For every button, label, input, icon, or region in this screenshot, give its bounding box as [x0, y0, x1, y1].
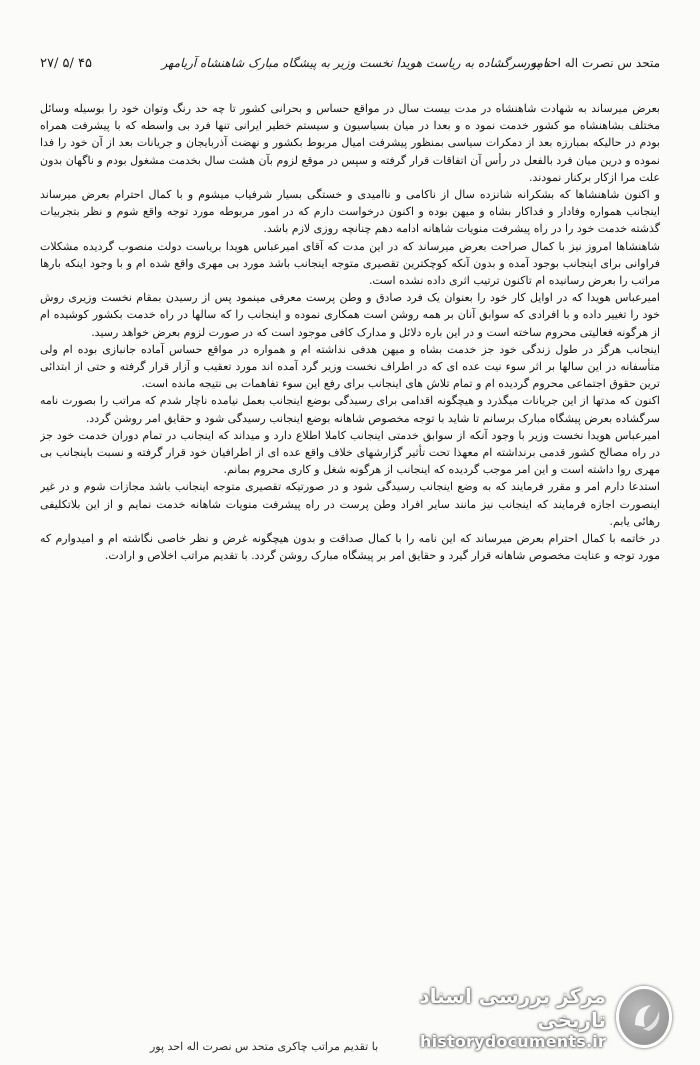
signature-line: با تقدیم مراتب چاکری متحد س نصرت اله احد پور — [150, 1040, 379, 1053]
body-paragraph: شاهنشاها امروز نیز با کمال صراحت بعرض میرساند که در این مدت که آقای امیرعباس هویدا بریاست دولت منصوب گردیده مشکلات فراوانی برای اینجانب بوجود آمده و بدون آنکه کوچکترین تقصیری متوجه اینجانب باشد مورد بی مهری واقع شده ام و با وجود اینکه بارها مراتب را بعرض رسانیده ام تاکنون ترتیب اثری داده نشده است. — [40, 239, 660, 288]
body-paragraph: امیرعباس هویدا که در اوایل کار خود را بعنوان یک فرد صادق و وطن پرست معرفی مینمود پس از رسیدن بمقام نخست وزیری روش خود را تغییر داده و با افرادی که سوابق آنان بر همه روشن است همکاری نموده و اینجانب را که سالها در راه خدمت بکشور کوشیده ام از هرگونه فعالیتی محروم ساخته است و در این باره دلائل و مدارک کافی موجود است که در صورت لزوم بعرض خواهد رسید. — [40, 291, 660, 339]
body-paragraph: در خاتمه با کمال احترام بعرض میرساند که این نامه را با کمال صداقت و بدون هیچگونه غرض و نظر خاصی نگاشته ام و امیدوارم که مورد توجه و عنایت مخصوص شاهانه قرار گیرد و حقایق امر بر پیشگاه مبارک روشن گردد. با تقدیم مراتب اخلاص و ارادت. — [40, 532, 660, 563]
body-paragraph: استدعا دارم امر و مقرر فرمایند که به وضع اینجانب رسیدگی شود و در صورتیکه تقصیری متوجه اینجانب باشد مجازات شوم و در غیر اینصورت اجازه فرمایند که اینجانب نیز مانند سایر افراد وطن پرست در راه پیشرفت منویات شاهانه خدمت نمایم و از این بلاتکلیفی رهائی یابم. — [40, 480, 660, 528]
document-header — [40, 56, 660, 80]
body-paragraph: امیرعباس هویدا نخست وزیر با وجود آنکه از سوابق خدمتی اینجانب کاملا اطلاع دارد و میداند که اینجانب در تمام دوران خدمت خود جز در راه مصالح کشور قدمی برنداشته ام معهذا تحت تأثیر گزارشهای خلاف واقع عده ای از اطرافیان خود قرار گرفته و نسبت باینجانب بی مهری روا داشته است و این امر موجب گردیده که اینجانب از هرگونه شغل و کاری محروم بمانم. — [40, 428, 660, 477]
body-paragraph: اینجانب هرگز در طول زندگی خود جز خدمت بشاه و میهن هدفی نداشته ام و همواره در مواقع حساس آماده جانبازی بوده ام ولی متأسفانه در این سالها بر اثر سوء نیت عده ای که در اطراف نخست وزیر گرد آمده اند مورد تعقیب و آزار قرار گرفته و حتی از ابتدائی ترین حقوق اجتماعی محروم گردیده ام و تمام تلاش های اینجانب برای رفع این سوء تفاهمات بی نتیجه مانده است. — [40, 342, 660, 391]
document-title: نامه سرگشاده به ریاست هویدا نخست وزیر به پیشگاه مبارک شاهنشاه آریامهر — [161, 56, 550, 70]
letter-body — [40, 100, 660, 1000]
watermark-url: historydocuments.ir — [420, 1031, 607, 1051]
archive-logo-icon — [616, 986, 672, 1048]
body-paragraph: اکنون که مدتها از این جریانات میگذرد و هیچگونه اقدامی برای رسیدگی بوضع اینجانب بعمل نیامده ناچار شدم که مراتب را بصورت نامه سرگشاده بعرض پیشگاه مبارک برسانم تا شاید با توجه مخصوص شاهانه بوضع اینجانب رسیدگی شود و حقایق امر روشن گردد. — [40, 394, 660, 425]
watermark — [372, 981, 672, 1053]
body-paragraph: بعرض میرساند به شهادت شاهنشاه در مدت بیست سال در مواقع حساس و بحرانی کشور تا چه حد رنگ وتوان خود را بوسیله وسائل مختلف بشاهنشاه مو کشور خدمت نمود ه و بعدا در میان بسیاسیون و سیستم خطیر ایرانی تنها فرد بی واسطه که با پیشرفت همراه بودم در حالیکه بمبارزه بعد از دمکرات سیاسی بمنظور پیشرفت امیال مربوط بکشور و نهضت آذربایجان و جریانات بعد از آن خود را فدا نموده و درین میان فرد بالفعل در رأس آن اتفاقات قرار گرفته و سپس در موقع لزوم بآن هشت سال بخدمت مشغول بودم و ناگهان بدون علت مرا ازکار برکنار نمودند. — [40, 102, 660, 184]
document-author: متحد س نصرت اله احد پور — [524, 56, 660, 70]
watermark-text — [372, 984, 606, 1051]
document-number: ۲۷/ ۵/ ۴۵ — [40, 56, 92, 71]
watermark-title: مرکز بررسی اسناد تاریخی — [419, 983, 607, 1032]
body-paragraph: و اکنون شاهنشاها که بشکرانه شانزده سال از ناکامی و ناامیدی و خستگی بسیار شرفیاب میشوم و با کمال احترام بعرض میرساند اینجانب همواره وفادار و فداکار بشاه و میهن بوده و اکنون درخواست دارم که در امور مربوطه مورد توجه واقع شوم و نظر بتجربیات گذشته خدمت خود را در راه پیشرفت منویات شاهانه ادامه دهم چنانچه روزی لازم باشد. — [40, 188, 660, 236]
